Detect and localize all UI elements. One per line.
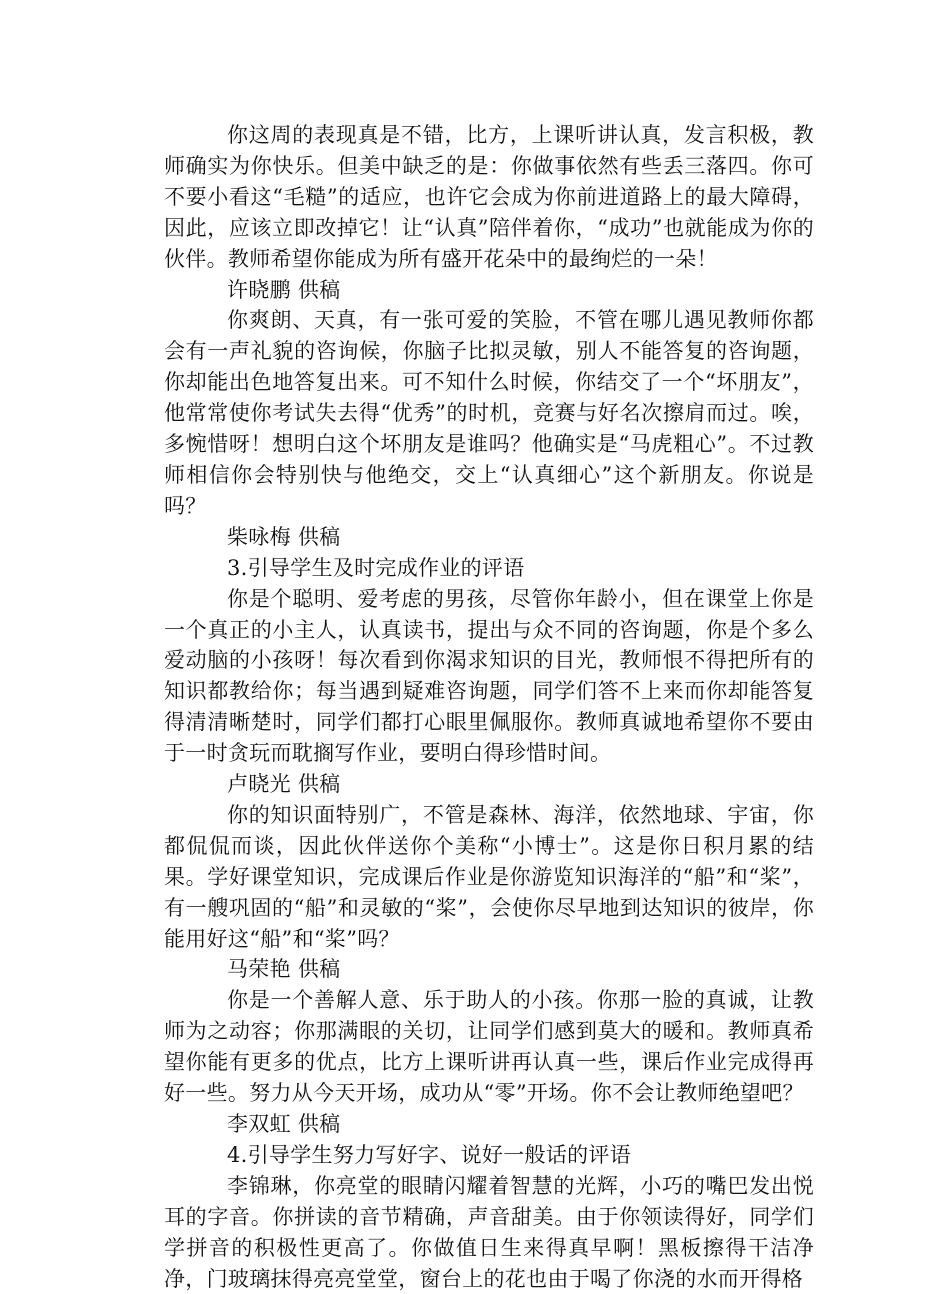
section-heading-4: 4.引导学生努力写好字、说好一般话的评语 [227, 1142, 632, 1167]
contributor-signature-1: 许晓鹏 供稿 [227, 277, 341, 302]
section-heading-3: 3.引导学生及时完成作业的评语 [227, 555, 525, 580]
comment-paragraph-4: 你的知识面特别广，不管是森林、海洋，依然地球、宇宙，你都侃侃而谈，因此伙伴送你个美称“小博士”。这是你日积月累的结果。学好课堂知识，完成课后作业是你游览知识海洋的“船”和“桨”，有一艘巩固的“船”和灵敏的“桨”，会使你尽早地到达知识的彼岸，你能用好这“船”和“桨”吗？ [164, 802, 814, 951]
comment-paragraph-1: 你这周的表现真是不错，比方，上课听讲认真，发言积极，教师确实为你快乐。但美中缺乏的是：你做事依然有些丢三落四。你可不要小看这“毛糙”的适应，也许它会成为你前进道路上的最大障碍，因此，应该立即改掉它！让“认真”陪伴着你，“成功”也就能成为你的伙伴。教师希望你能成为所有盛开花朵中的最绚烂的一朵！ [164, 123, 814, 271]
comment-paragraph-5: 你是一个善解人意、乐于助人的小孩。你那一脸的真诚，让教师为之动容；你那满眼的关切，让同学们感到莫大的暖和。教师真希望你能有更多的优点，比方上课听讲再认真一些，课后作业完成得再好一些。努力从今天开场，成功从“零”开场。你不会让教师绝望吧？ [164, 988, 814, 1106]
document-body [164, 120, 814, 1294]
comment-paragraph-3: 你是个聪明、爱考虑的男孩，尽管你年龄小，但在课堂上你是一个真正的小主人，认真读书，提出与众不同的咨询题，你是个多么爱动脑的小孩呀！每次看到你渴求知识的目光，教师恨不得把所有的知识都教给你；每当遇到疑难咨询题，同学们答不上来而你却能答复得清清晰楚时，同学们都打心眼里佩服你。教师真诚地希望你不要由于一时贪玩而耽搁写作业，要明白得珍惜时间。 [164, 586, 814, 766]
contributor-signature-5: 李双虹 供稿 [227, 1112, 341, 1136]
contributor-signature-2: 柴咏梅 供稿 [227, 524, 341, 549]
comment-paragraph-6: 李锦琳，你亮堂的眼睛闪耀着智慧的光辉，小巧的嘴巴发出悦耳的字音。你拼读的音节精确，声音甜美。由于你领读得好，同学们学拼音的积极性更高了。你做值日生来得真早啊！黑板擦得干洁净净，门玻璃抹得亮亮堂堂，窗台上的花也由于喝了你浇的水而开得格 [164, 1173, 814, 1291]
comment-paragraph-2: 你爽朗、天真，有一张可爱的笑脸，不管在哪儿遇见教师你都会有一声礼貌的咨询候，你脑子比拟灵敏，别人不能答复的咨询题，你却能出色地答复出来。可不知什么时候，你结交了一个“坏朋友”，他常常使你考试失去得“优秀”的时机，竞赛与好名次擦肩而过。唉，多惋惜呀！想明白这个坏朋友是谁吗？他确实是“马虎粗心”。不过教师相信你会特别快与他绝交，交上“认真细心”这个新朋友。你说是吗？ [164, 308, 814, 518]
contributor-signature-4: 马荣艳 供稿 [227, 957, 341, 982]
contributor-signature-3: 卢晓光 供稿 [227, 772, 341, 797]
